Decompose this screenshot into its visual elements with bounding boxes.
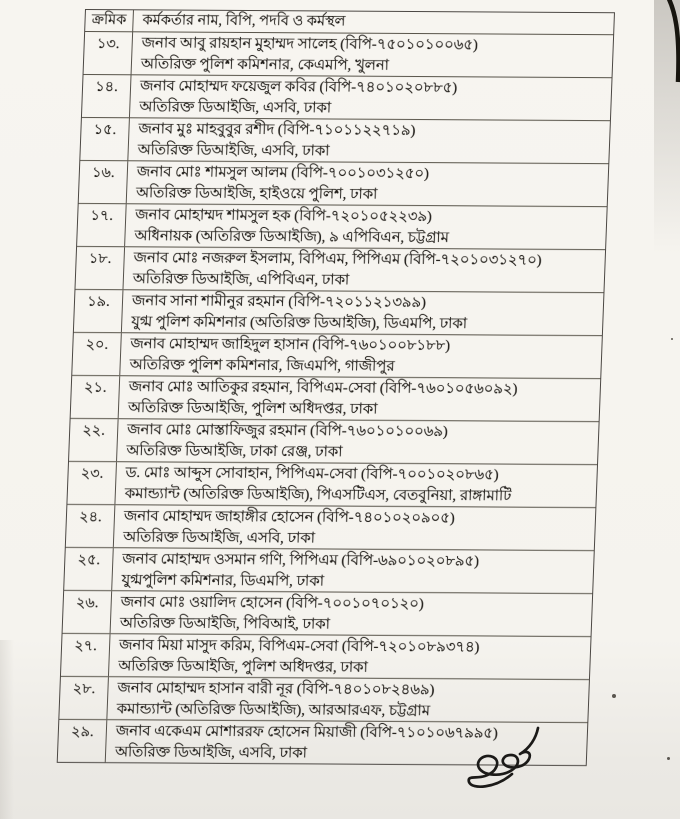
row-details-cell xyxy=(107,677,589,722)
row-serial-number: ১৬. xyxy=(79,161,129,203)
officer-designation-posting: অতিরিক্ত ডিআইজি, পুলিশ অধিদপ্তর, ঢাকা xyxy=(127,399,378,418)
officer-designation-posting: অতিরিক্ত ডিআইজি, ঢাকা রেঞ্জ, ঢাকা xyxy=(126,442,343,461)
table-row xyxy=(69,418,599,464)
table-row xyxy=(74,289,604,335)
table-header-row xyxy=(85,10,614,34)
officer-designation-posting: অতিরিক্ত ডিআইজি, পিবিআই, ঢাকা xyxy=(119,614,331,633)
officer-name-bp: ড. মোঃ আব্দুস সোবাহান, পিপিএম-সেবা (বিপি-৭০০১০২০৮৬৫) xyxy=(125,465,499,484)
row-serial-number: ২৩. xyxy=(67,462,117,504)
row-serial-number: ২০. xyxy=(72,333,122,375)
scan-speck xyxy=(667,757,670,760)
table-row xyxy=(66,504,596,550)
table-row xyxy=(64,547,594,593)
row-details-cell xyxy=(127,161,609,206)
table-row xyxy=(84,31,614,77)
row-serial-number: ২২. xyxy=(69,419,119,461)
table-row xyxy=(61,633,591,679)
scan-speck xyxy=(612,694,616,698)
row-serial-number: ১৮. xyxy=(75,247,125,289)
officer-designation-posting: অতিরিক্ত ডিআইজি, এসবি, ঢাকা xyxy=(114,743,308,761)
row-serial-number: ২৭. xyxy=(61,634,111,676)
scan-shadow-left xyxy=(0,640,14,819)
row-serial-number: ২৯. xyxy=(58,720,108,762)
handwritten-signature xyxy=(452,722,562,802)
officer-designation-posting: অতিরিক্ত ডিআইজি, পুলিশ অধিদপ্তর, ঢাকা xyxy=(118,657,369,676)
officer-designation-posting: কমান্ড্যান্ট (অতিরিক্ত ডিআইজি), পিএসটিএস, বেতবুনিয়া, রাঙ্গামাটি xyxy=(124,485,512,505)
officer-name-bp: জনাব মোহাম্মদ জাহিদুল হাসান (বিপি-৭৬০১০০৮১৮৮) xyxy=(130,336,451,355)
officer-name-bp: জনাব মিয়া মাসুদ করিম, বিপিএম-সেবা (বিপি-৭২০১০৮৯৩৭৪) xyxy=(118,637,480,656)
row-details-cell xyxy=(119,376,601,421)
table-body xyxy=(58,31,613,765)
table-row xyxy=(82,74,612,120)
officer-name-bp: জনাব মোঃ মোস্তাফিজুর রহমান (বিপি-৭৬০১০১০০৬৯) xyxy=(126,422,449,441)
officer-designation-posting: যুগ্ম পুলিশ কমিশনার (অতিরিক্ত ডিআইজি), ডিএমপি, ঢাকা xyxy=(130,313,468,332)
header-serial: ক্রমিক xyxy=(85,10,134,31)
officer-designation-posting: কমান্ড্যান্ট (অতিরিক্ত ডিআইজি), আরআরএফ, চট্টগ্রাম xyxy=(116,700,431,719)
row-details-cell xyxy=(123,247,605,292)
table-row xyxy=(77,203,607,249)
officer-table xyxy=(57,9,615,766)
officer-name-bp: জনাব মোঃ নজরুল ইসলাম, বিপিএম, পিপিএম (বিপি-৭২০১০৩১২৭০) xyxy=(133,250,542,269)
row-details-cell xyxy=(111,591,593,636)
table-row xyxy=(71,375,601,421)
officer-name-bp: জনাব মোহাম্মদ শামসুল হক (বিপি-৭২০১০৫২২৩৯) xyxy=(134,207,433,226)
officer-designation-posting: অতিরিক্ত পুলিশ কমিশনার, কেএমপি, খুলনা xyxy=(140,55,390,74)
header-details: কর্মকর্তার নাম, বিপি, পদবি ও কর্মস্থল xyxy=(142,12,346,30)
officer-name-bp: জনাব মোঃ আতিকুর রহমান, বিপিএম-সেবা (বিপি-৭৬০১০৫৬০৯২) xyxy=(128,379,518,398)
officer-name-bp: জনাব মুঃ মাহবুবুর রশীদ (বিপি-৭১০১১২২৭১৯) xyxy=(138,121,416,140)
officer-designation-posting: অতিরিক্ত ডিআইজি, এপিবিএন, ঢাকা xyxy=(132,270,350,289)
row-serial-number: ১৪. xyxy=(82,75,132,117)
row-serial-number: ২৫. xyxy=(64,548,114,590)
officer-name-bp: জনাব মোঃ ওয়ালিদ হোসেন (বিপি-৭০০১০৭০১২০) xyxy=(120,594,425,613)
table-row xyxy=(75,246,605,292)
row-details-cell xyxy=(128,118,610,163)
row-serial-number: ২৮. xyxy=(59,677,109,719)
row-details-cell xyxy=(130,75,612,120)
officer-name-bp: জনাব মোহাম্মদ ফয়েজুল কবির (বিপি-৭৪০১০২০৮৮৫) xyxy=(139,78,458,97)
scan-speck xyxy=(671,338,673,340)
officer-name-bp: জনাব সানা শামীনুর রহমান (বিপি-৭২০১১২১৩৯৯) xyxy=(131,293,427,312)
row-serial-number: ২১. xyxy=(71,376,121,418)
officer-name-bp: জনাব মোহাম্মদ হাসান বারী নূর (বিপি-৭৪০১০৮২৪৬৯) xyxy=(117,680,435,699)
officer-designation-posting: অতিরিক্ত ডিআইজি, এসবি, ঢাকা xyxy=(122,528,316,546)
officer-designation-posting: অতিরিক্ত ডিআইজি, এসবি, ঢাকা xyxy=(139,98,332,117)
officer-name-bp: জনাব মোঃ শামসুল আলম (বিপি-৭০০১০৩১২৫০) xyxy=(136,164,430,183)
row-details-cell xyxy=(125,204,607,249)
officer-name-bp: জনাব মোহাম্মদ জাহাঙ্গীর হোসেন (বিপি-৭৪০১০২০৯০৫) xyxy=(123,508,456,527)
officer-name-bp: জনাব মোহাম্মদ ওসমান গণি, পিপিএম (বিপি-৬৯০১০২০৮৯৫) xyxy=(122,551,480,570)
row-serial-number: ১৯. xyxy=(74,290,124,332)
row-serial-number: ২৪. xyxy=(66,505,116,547)
row-serial-number: ১৭. xyxy=(77,204,127,246)
scan-edge-curl-artifact xyxy=(652,0,680,86)
officer-designation-posting: অতিরিক্ত ডিআইজি, এসবি, ঢাকা xyxy=(137,141,330,159)
row-serial-number: ১৩. xyxy=(84,32,134,74)
row-details-cell xyxy=(120,333,602,378)
officer-designation-posting: যুগ্মপুলিশ কমিশনার, ডিএমপি, ঢাকা xyxy=(121,571,325,589)
table-row xyxy=(79,160,609,206)
table-row xyxy=(67,461,597,507)
table-row xyxy=(72,332,602,378)
officer-name-bp: জনাব একেএম মোশাররফ হোসেন মিয়াজী (বিপি-৭১০১০৬৭৯৯৫) xyxy=(115,723,499,742)
officer-name-bp: জনাব আবু রায়হান মুহাম্মদ সালেহ (বিপি-৭৫০১০১০০৬৫) xyxy=(141,35,479,54)
row-details-cell xyxy=(122,290,604,335)
row-details-cell xyxy=(109,634,591,679)
table-row xyxy=(59,676,589,722)
officer-designation-posting: অতিরিক্ত ডিআইজি, হাইওয়ে পুলিশ, ঢাকা xyxy=(135,184,378,203)
row-details-cell xyxy=(115,462,597,507)
row-details-cell xyxy=(112,548,594,593)
officer-designation-posting: অতিরিক্ত পুলিশ কমিশনার, জিএমপি, গাজীপুর xyxy=(129,356,395,375)
table-row xyxy=(63,590,593,636)
table-row xyxy=(80,117,610,163)
officer-designation-posting: অধিনায়ক (অতিরিক্ত ডিআইজি), ৯ এপিবিএন, চট্টগ্রাম xyxy=(134,227,450,246)
row-serial-number: ১৫. xyxy=(80,118,130,160)
row-details-cell xyxy=(114,505,596,550)
row-details-cell xyxy=(132,32,614,77)
row-serial-number: ২৬. xyxy=(63,591,113,633)
row-details-cell xyxy=(117,419,599,464)
